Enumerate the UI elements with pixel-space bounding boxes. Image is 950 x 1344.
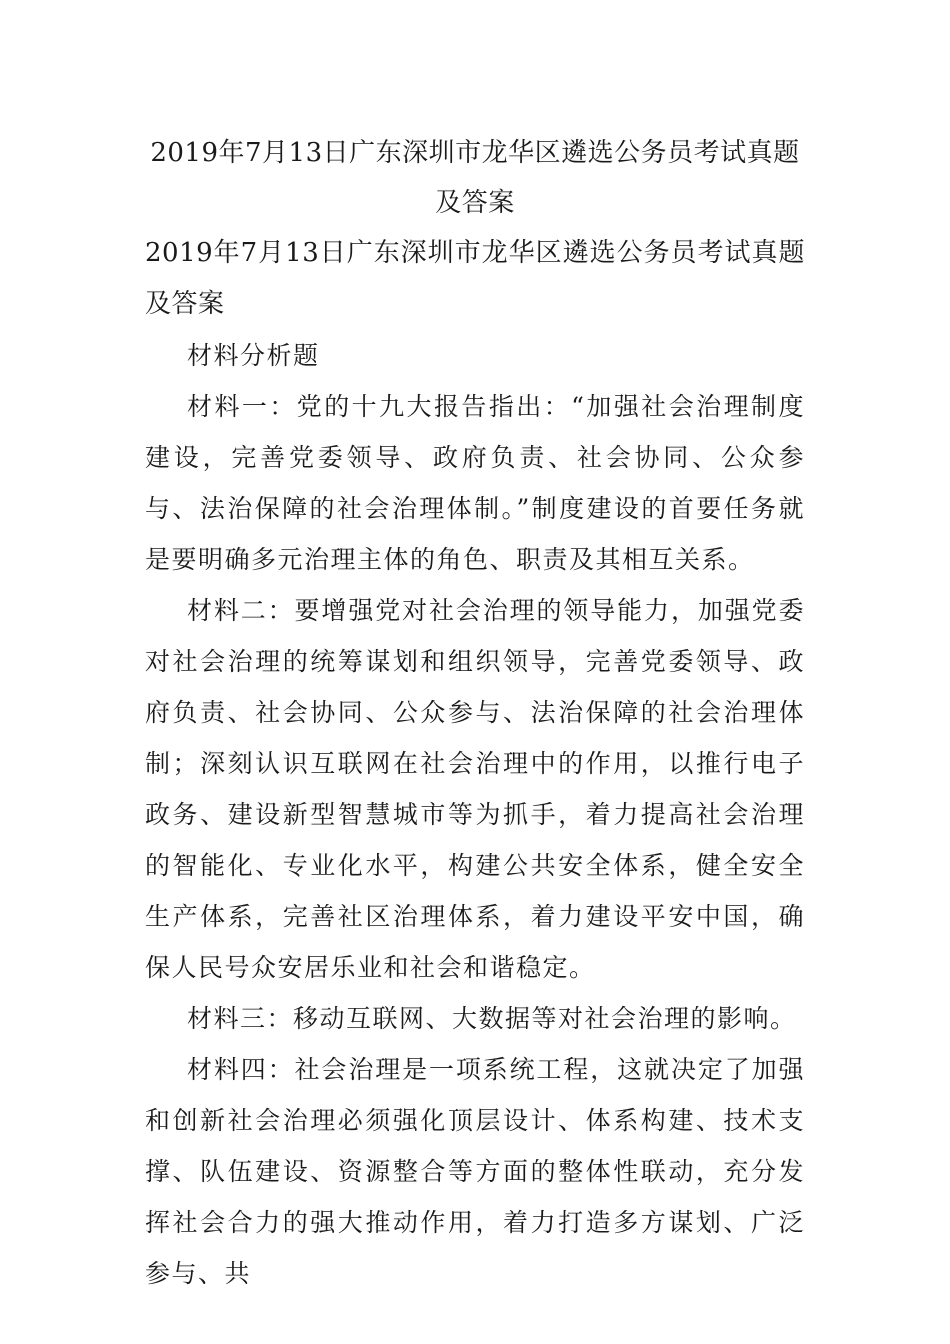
document-title: 2019年7月13日广东深圳市龙华区遴选公务员考试真题及答案 xyxy=(150,138,800,218)
repeated-heading: 2019年7月13日广东深圳市龙华区遴选公务员考试真题及答案 xyxy=(145,238,805,319)
paragraph-material-4: 材料四：社会治理是一项系统工程，这就决定了加强和创新社会治理必须强化顶层设计、体系构建、技术支撑、队伍建设、资源整合等方面的整体性联动，充分发挥社会合力的强大推动作用，着力打造多方谋划、广泛参与、共 xyxy=(145,1055,805,1288)
paragraph-material-2: 材料二：要增强党对社会治理的领导能力，加强党委对社会治理的统筹谋划和组织领导，完善党委领导、政府负责、社会协同、公众参与、法治保障的社会治理体制；深刻认识互联网在社会治理中的作用，以推行电子政务、建设新型智慧城市等为抓手，着力提高社会治理的智能化、专业化水平，构建公共安全体系，健全安全生产体系，完善社区治理体系，着力建设平安中国，确保人民号众安居乐业和社会和谐稳定。 xyxy=(145,596,805,982)
paragraph-material-1: 材料一：党的十九大报告指出：“加强社会治理制度建设，完善党委领导、政府负责、社会协同、公众参与、法治保障的社会治理体制。”制度建设的首要任务就是要明确多元治理主体的角色、职责及其相互关系。 xyxy=(145,392,805,574)
document-body xyxy=(145,228,805,1299)
paragraph-material-3: 材料三：移动互联网、大数据等对社会治理的影响。 xyxy=(187,1004,797,1033)
section-label: 材料分析题 xyxy=(187,341,320,370)
